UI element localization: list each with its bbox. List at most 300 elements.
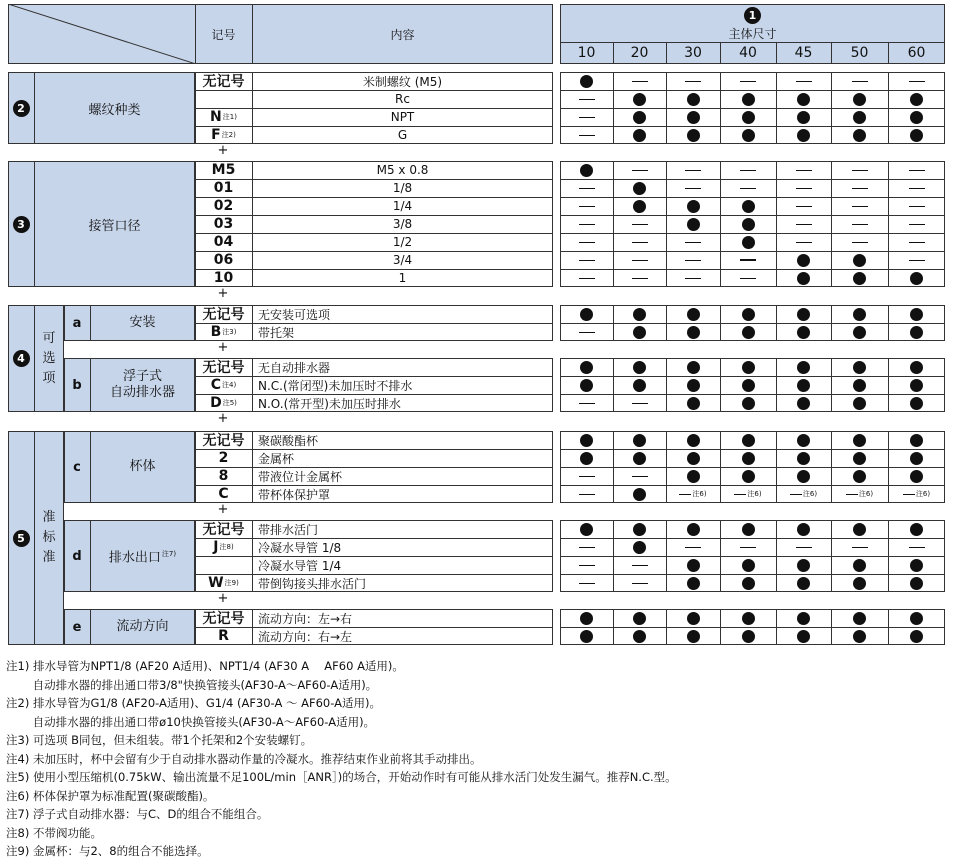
availability-mark (831, 467, 888, 485)
section-badge-cell (8, 161, 34, 287)
dash-icon (852, 206, 868, 207)
footnote: 注4) 未加压时，杯中会留有少于自动排水器动作量的冷凝水。推荐结束作业前将其手动排出。 (6, 751, 482, 766)
availability-mark (720, 269, 776, 287)
availability-mark (888, 556, 945, 574)
availability-mark (831, 72, 888, 90)
availability-mark (613, 126, 666, 144)
rule-line (776, 376, 777, 394)
rule-line (613, 126, 614, 144)
dash-icon (632, 242, 648, 243)
filled-dot-icon (687, 218, 700, 231)
footnote: 自动排水器的排出通口带3/8"快换管接头(AF30-A～AF60-A适用)。 (6, 677, 378, 692)
filled-dot-icon (742, 434, 755, 447)
availability-mark (831, 520, 888, 538)
availability-mark (776, 449, 831, 467)
filled-dot-icon (853, 361, 866, 374)
size-col-45: 45 (794, 45, 813, 61)
rule-line (831, 556, 832, 574)
filled-dot-icon (797, 254, 810, 267)
option-code: 2 (218, 450, 229, 466)
rule-line (613, 197, 614, 215)
rule-line (831, 197, 832, 215)
rule-line (888, 90, 889, 108)
availability-mark (831, 574, 888, 592)
dash-icon (909, 170, 925, 171)
option-code: 无记号 (202, 360, 245, 376)
rule-line (613, 609, 614, 627)
filled-dot-icon (910, 523, 923, 536)
availability-mark (831, 161, 888, 179)
size-col-10: 10 (577, 45, 596, 61)
rule-line (613, 90, 614, 108)
rule-line (613, 520, 614, 538)
availability-mark (666, 179, 720, 197)
availability-mark (560, 358, 613, 376)
section-name: 接管口径 (88, 218, 141, 234)
footnote: 注1) 排水导管为NPT1/8 (AF20 A适用)、NPT1/4 (AF30 A AF60 A适用)。 (6, 659, 404, 673)
rule-line (613, 108, 614, 126)
filled-dot-icon (910, 308, 923, 321)
availability-mark (666, 574, 720, 592)
dash-icon (909, 242, 925, 243)
rule-line (720, 90, 721, 108)
availability-mark (831, 449, 888, 467)
rule-line (720, 449, 721, 467)
availability-mark (720, 609, 776, 627)
dash-icon (796, 81, 812, 82)
availability-mark (888, 538, 945, 556)
availability-mark (613, 431, 666, 449)
rule-line (888, 269, 889, 287)
option-desc: M5 x 0.8 (376, 163, 429, 177)
availability-mark (720, 126, 776, 144)
filled-dot-icon (797, 308, 810, 321)
availability-mark (666, 538, 720, 556)
dash-icon (579, 476, 595, 477)
footnote: 自动排水器的排出通口带ø10快换管接头(AF30-A～AF60-A适用)。 (6, 714, 376, 729)
rule-line (720, 179, 721, 197)
dash-icon (909, 547, 925, 548)
availability-mark (888, 90, 945, 108)
availability-mark (560, 449, 613, 467)
rule-line (831, 161, 832, 179)
option-desc: 带杯体保护罩 (258, 487, 331, 502)
option-desc: 3/8 (392, 217, 413, 231)
availability-mark (666, 431, 720, 449)
filled-dot-icon (687, 452, 700, 465)
dash-icon (740, 278, 756, 279)
filled-dot-icon (742, 93, 755, 106)
availability-mark (560, 215, 613, 233)
availability-mark (666, 485, 720, 503)
filled-dot-icon (742, 111, 755, 124)
rule-line (666, 161, 667, 179)
rule-line (720, 394, 721, 412)
option-desc: 聚碳酸酯杯 (258, 433, 319, 448)
filled-dot-icon (742, 200, 755, 213)
filled-dot-icon (910, 630, 923, 643)
availability-mark (720, 376, 776, 394)
availability-mark (666, 394, 720, 412)
filled-dot-icon (853, 434, 866, 447)
filled-dot-icon (742, 470, 755, 483)
filled-dot-icon (633, 434, 646, 447)
rule-line (720, 358, 721, 376)
dash-icon (685, 81, 701, 82)
rule-line (666, 485, 667, 503)
section-name: 螺纹种类 (88, 102, 141, 118)
rule-line (666, 126, 667, 144)
section-badge: 5 (13, 530, 30, 547)
dash-icon (852, 81, 868, 82)
option-code (195, 556, 252, 574)
dash-note-mark: 注6) (846, 489, 873, 499)
rule-line (666, 323, 667, 341)
rule-line (666, 538, 667, 556)
filled-dot-icon (633, 379, 646, 392)
group-name: 浮子式 自动排水器 (109, 369, 175, 400)
filled-dot-icon (687, 379, 700, 392)
rule-line (720, 126, 721, 144)
dash-icon (685, 170, 701, 171)
rule-line (720, 431, 721, 449)
availability-mark (831, 179, 888, 197)
dash-icon (579, 547, 595, 548)
rule-line (776, 627, 777, 645)
filled-dot-icon (797, 452, 810, 465)
filled-dot-icon (742, 236, 755, 249)
rule-line (831, 358, 832, 376)
filled-dot-icon (687, 434, 700, 447)
vertical-label-char: 项 (42, 370, 56, 386)
rule-line (720, 520, 721, 538)
footnote: 注9) 金属杯：与2、8的组合不能选择。 (6, 844, 209, 858)
availability-mark (888, 358, 945, 376)
dash-icon (796, 188, 812, 189)
rule-line (666, 467, 667, 485)
option-code: 06 (213, 252, 234, 268)
filled-dot-icon (797, 272, 810, 285)
filled-dot-icon (580, 630, 593, 643)
option-desc: 冷凝水导管 1/8 (258, 540, 342, 555)
footnote: 注5) 使用小型压缩机(0.75kW、输出流量不足100L/min［ANR］)的场合，开始动作时有可能从排水活门处发生漏气。推荐N.C.型。 (6, 770, 677, 784)
rule-line (776, 108, 777, 126)
rule-line (831, 305, 832, 323)
dash-icon (685, 547, 701, 548)
availability-mark (831, 215, 888, 233)
availability-mark (613, 394, 666, 412)
filled-dot-icon (742, 361, 755, 374)
availability-mark (613, 538, 666, 556)
availability-mark (666, 269, 720, 287)
availability-mark (666, 126, 720, 144)
availability-mark (666, 556, 720, 574)
dash-icon (685, 278, 701, 279)
filled-dot-icon (797, 129, 810, 142)
filled-dot-icon (853, 630, 866, 643)
size-col-30: 30 (684, 45, 702, 61)
filled-dot-icon (797, 361, 810, 374)
dash-note-mark: 注6) (679, 489, 706, 499)
filled-dot-icon (633, 523, 646, 536)
rule-line (831, 108, 832, 126)
rule-line (831, 269, 832, 287)
option-code: B 注3) (210, 324, 237, 340)
filled-dot-icon (633, 541, 646, 554)
availability-mark (776, 520, 831, 538)
filled-dot-icon (853, 452, 866, 465)
rule-line (613, 538, 614, 556)
availability-mark (776, 485, 831, 503)
vertical-label-char: 准 (42, 550, 56, 565)
rule-line (831, 376, 832, 394)
filled-dot-icon (687, 559, 700, 572)
rule-line (666, 431, 667, 449)
dash-icon (852, 224, 868, 225)
filled-dot-icon (853, 272, 866, 285)
dash-icon (796, 206, 812, 207)
rule-line (666, 72, 667, 90)
availability-mark (888, 72, 945, 90)
filled-dot-icon (910, 612, 923, 625)
availability-mark (666, 72, 720, 90)
filled-dot-icon (687, 523, 700, 536)
group-letter: b (72, 377, 82, 393)
option-code: J 注8) (213, 539, 234, 555)
filled-dot-icon (687, 200, 700, 213)
filled-dot-icon (853, 129, 866, 142)
availability-mark (888, 376, 945, 394)
option-desc: 带托架 (258, 325, 295, 340)
availability-mark (831, 376, 888, 394)
filled-dot-icon (797, 326, 810, 339)
section-badge: 2 (13, 100, 30, 117)
rule-line (720, 251, 721, 269)
option-code: 8 (218, 468, 229, 484)
availability-mark (720, 358, 776, 376)
option-desc: 3/4 (392, 253, 413, 267)
symbol-header: 记号 (211, 27, 236, 42)
rule-line (888, 538, 889, 556)
rule-line (666, 90, 667, 108)
rule-line (666, 520, 667, 538)
filled-dot-icon (910, 129, 923, 142)
option-code: N 注1) (210, 109, 237, 125)
availability-mark (613, 179, 666, 197)
availability-mark (831, 627, 888, 645)
availability-mark (776, 538, 831, 556)
rule-line (831, 179, 832, 197)
availability-mark (776, 323, 831, 341)
option-code: 无记号 (202, 433, 245, 449)
filled-dot-icon (797, 559, 810, 572)
availability-mark (560, 269, 613, 287)
option-code: 04 (213, 234, 234, 250)
availability-mark (666, 108, 720, 126)
filled-dot-icon (633, 200, 646, 213)
rule-line (776, 556, 777, 574)
availability-mark (888, 431, 945, 449)
rule-line (831, 72, 832, 90)
availability-mark (831, 394, 888, 412)
rule-line (720, 627, 721, 645)
option-desc: 流动方向：右→左 (258, 629, 353, 644)
dash-icon (579, 403, 595, 404)
dash-icon (632, 565, 648, 566)
rule-line (666, 269, 667, 287)
availability-mark (888, 485, 945, 503)
rule-line (888, 161, 889, 179)
availability-mark (560, 251, 613, 269)
rule-line (776, 251, 777, 269)
filled-dot-icon (797, 470, 810, 483)
availability-mark (720, 431, 776, 449)
vertical-label-char: 准 (42, 510, 56, 525)
availability-mark (613, 574, 666, 592)
availability-mark (666, 215, 720, 233)
filled-dot-icon (797, 379, 810, 392)
dash-icon (740, 259, 756, 261)
filled-dot-icon (742, 397, 755, 410)
rule-line (613, 233, 614, 251)
rule-line (831, 467, 832, 485)
availability-mark (831, 485, 888, 503)
filled-dot-icon (633, 182, 646, 195)
availability-mark (613, 485, 666, 503)
rule-line (888, 449, 889, 467)
rule-line (720, 305, 721, 323)
group-letter: c (73, 459, 81, 475)
rule-line (888, 108, 889, 126)
dash-icon (579, 494, 595, 495)
filled-dot-icon (580, 361, 593, 374)
rule-line (888, 485, 889, 503)
filled-dot-icon (853, 523, 866, 536)
filled-dot-icon (797, 111, 810, 124)
dash-icon (852, 242, 868, 243)
group-letter: d (72, 548, 82, 564)
rule-line (666, 449, 667, 467)
filled-dot-icon (742, 129, 755, 142)
filled-dot-icon (853, 379, 866, 392)
filled-dot-icon (742, 326, 755, 339)
rule-line (613, 269, 614, 287)
big-section-badge-cell (8, 431, 34, 645)
rule-line (666, 609, 667, 627)
rule-line (776, 72, 777, 90)
filled-dot-icon (910, 434, 923, 447)
rule-line (888, 467, 889, 485)
availability-mark (888, 233, 945, 251)
dash-note-mark: 注6) (734, 489, 761, 499)
option-code: 无记号 (202, 307, 245, 323)
filled-dot-icon (853, 470, 866, 483)
availability-mark (776, 305, 831, 323)
availability-mark (560, 179, 613, 197)
availability-mark (720, 556, 776, 574)
rule-line (776, 520, 777, 538)
availability-mark (776, 376, 831, 394)
option-desc: 带液位计金属杯 (258, 469, 343, 484)
option-desc: 1 (398, 271, 407, 285)
rule-line (888, 520, 889, 538)
rule-line (613, 358, 614, 376)
rule-line (831, 394, 832, 412)
big-section-badge-cell (8, 305, 34, 412)
filled-dot-icon (633, 452, 646, 465)
rule-line (613, 72, 614, 90)
dash-icon (579, 583, 595, 584)
dash-icon (685, 260, 701, 261)
availability-mark (560, 609, 613, 627)
filled-dot-icon (797, 434, 810, 447)
dash-icon (579, 99, 595, 100)
availability-mark (560, 305, 613, 323)
vertical-label (34, 431, 64, 645)
rule-line (888, 215, 889, 233)
filled-dot-icon (910, 470, 923, 483)
rule-line (720, 233, 721, 251)
rule-line (613, 161, 614, 179)
content-header: 内容 (390, 27, 415, 42)
availability-mark (776, 574, 831, 592)
option-code: R (218, 628, 229, 644)
size-col-20: 20 (630, 45, 649, 61)
availability-mark (560, 431, 613, 449)
availability-mark (666, 251, 720, 269)
rule-line (888, 627, 889, 645)
availability-mark (888, 269, 945, 287)
dash-icon (579, 117, 595, 118)
rule-line (888, 556, 889, 574)
availability-mark (831, 358, 888, 376)
availability-mark (613, 305, 666, 323)
availability-mark (613, 161, 666, 179)
filled-dot-icon (633, 361, 646, 374)
availability-mark (888, 520, 945, 538)
availability-mark (776, 161, 831, 179)
filled-dot-icon (853, 577, 866, 590)
availability-mark (560, 556, 613, 574)
option-desc: 米制螺纹 (M5) (362, 74, 443, 89)
availability-mark (560, 376, 613, 394)
dash-icon (909, 260, 925, 261)
availability-mark (613, 467, 666, 485)
availability-mark (888, 108, 945, 126)
dash-icon (632, 278, 648, 279)
availability-mark (831, 269, 888, 287)
availability-mark (560, 323, 613, 341)
section-badge: 4 (13, 350, 30, 367)
option-desc: 冷凝水导管 1/4 (258, 558, 342, 573)
option-desc: 流动方向：左→右 (258, 611, 353, 626)
availability-mark (720, 90, 776, 108)
option-desc: 1/8 (392, 181, 413, 195)
rule-line (776, 485, 777, 503)
rule-line (776, 609, 777, 627)
rule-line (831, 574, 832, 592)
section-badge-cell (8, 72, 34, 144)
dash-icon (909, 224, 925, 225)
dash-icon (796, 224, 812, 225)
availability-mark (720, 197, 776, 215)
availability-mark (776, 126, 831, 144)
filled-dot-icon (853, 93, 866, 106)
availability-mark (666, 90, 720, 108)
availability-mark (831, 90, 888, 108)
dash-icon (740, 81, 756, 82)
availability-mark (666, 323, 720, 341)
